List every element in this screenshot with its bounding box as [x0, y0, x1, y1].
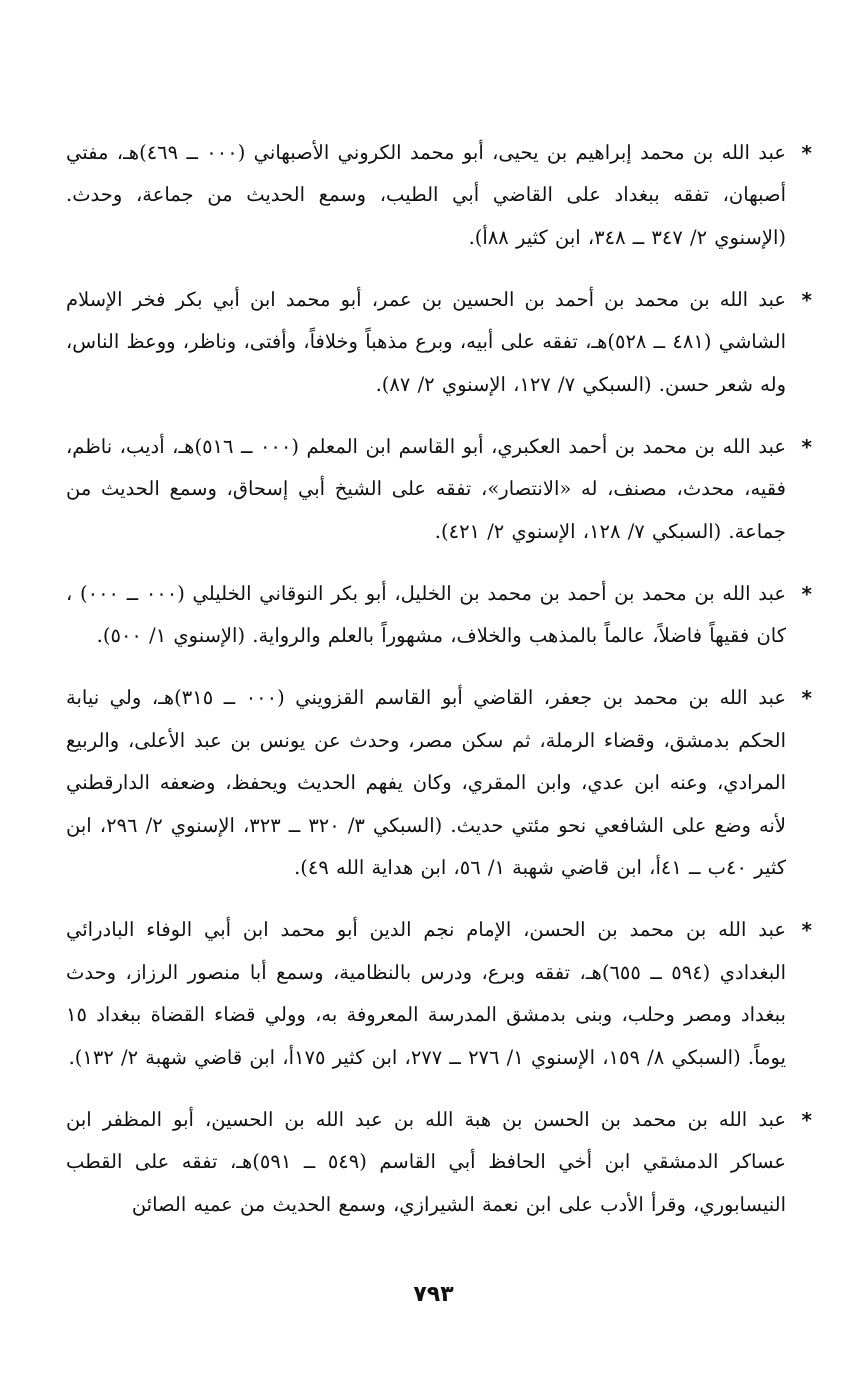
entry-text: عبد الله بن محمد بن أحمد بن محمد بن الخليل، أبو بكر النوقاني الخليلي (٠٠٠ ــ ٠٠٠) ، كان فقيهاً فاضلاً، عالماً بالمذهب والخلاف، مشهوراً بالعلم والرواية. (الإسنوي ١/ ٥٠٠). — [66, 581, 787, 647]
page-body — [66, 112, 812, 1234]
biography-entry — [66, 1099, 812, 1227]
asterisk-bullet-icon: * — [801, 434, 812, 459]
biography-entry — [66, 677, 812, 890]
page-number: ٧٩٣ — [413, 1282, 454, 1307]
entry-text: عبد الله بن محمد بن الحسن بن هبة الله بن عبد الله بن الحسين، أبو المظفر ابن عساكر الدمشقي ابن أخي الحافظ أبي القاسم (٥٤٩ ــ ٥٩١)هـ، تفقه على القطب النيسابوري، وقرأ الأدب على ابن نعمة الشيرازي، وسمع الحديث من عميه الصائن — [66, 1107, 786, 1216]
biography-entry — [66, 426, 812, 554]
biography-entry — [66, 573, 812, 658]
asterisk-bullet-icon: * — [801, 918, 812, 942]
asterisk-bullet-icon: * — [801, 1107, 812, 1132]
asterisk-bullet-icon: * — [801, 686, 812, 710]
entry-text: عبد الله بن محمد إبراهيم بن يحيى، أبو محمد الكروني الأصبهاني (٠٠٠ ــ ٤٦٩)هـ، مفتي أصبهان، تفقه ببغداد على القاضي أبي الطيب، وسمع الحديث من جماعة، وحدث. (الإسنوي ٢/ ٣٤٧ ــ ٣٤٨، ابن كثير ٨٨أ). — [66, 140, 786, 249]
entry-text: عبد الله بن محمد بن جعفر، القاضي أبو القاسم القزويني (٠٠٠ ــ ٣١٥)هـ، ولي نيابة الحكم بدمشق، وقضاء الرملة، ثم سكن مصر، وحدث عن يونس بن عبد الأعلى، والربيع المرادي، وعنه ابن عدي، وابن المقري، وكان يفهم الحديث ويحفظ، وضعفه الدارقطني لأنه وضع على الشافعي نحو مئتي حديث. (السبكي ٣/ ٣٢٠ ــ ٣٢٣، الإسنوي ٢/ ٢٩٦، ابن كثير ٤٠ب ــ ٤١أ، ابن قاضي شهبة ١/ ٥٦، ابن هداية الله ٤٩). — [66, 686, 787, 879]
entry-text: عبد الله بن محمد بن الحسن، الإمام نجم الدين أبو محمد ابن أبي الوفاء البادرائي البغدادي (٥٩٤ ــ ٦٥٥)هـ، تفقه وبرع، ودرس بالنظامية، وسمع أبا منصور الرزاز، وحدث ببغداد ومصر وحلب، وبنى بدمشق المدرسة المعروفة به، وولي قضاء القضاة ببغداد ١٥ يوماً. (السبكي ٨/ ١٥٩، الإسنوي ١/ ٢٧٦ ــ ٢٧٧، ابن كثير ١٧٥أ، ابن قاضي شهبة ٢/ ١٣٢). — [66, 918, 786, 1069]
biography-entry — [66, 909, 812, 1079]
asterisk-bullet-icon: * — [801, 287, 812, 312]
biography-entry — [66, 132, 812, 260]
biography-entry — [66, 279, 812, 407]
entry-text: عبد الله بن محمد بن أحمد العكبري، أبو القاسم ابن المعلم (٠٠٠ ــ ٥١٦)هـ، أديب، ناظم، فقيه، محدث، مصنف، له «الانتصار»، تفقه على الشيخ أبي إسحاق، وسمع الحديث من جماعة. (السبكي ٧/ ١٢٨، الإسنوي ٢/ ٤٢١). — [66, 434, 786, 543]
asterisk-bullet-icon: * — [801, 581, 812, 606]
asterisk-bullet-icon: * — [801, 140, 812, 165]
entry-text: عبد الله بن محمد بن أحمد بن الحسين بن عمر، أبو محمد ابن أبي بكر فخر الإسلام الشاشي (٤٨١ ــ ٥٢٨)هـ، تفقه على أبيه، وبرع مذهباً وخلافاً، وأفتى، وناظر، ووعظ الناس، وله شعر حسن. (السبكي ٧/ ١٢٧، الإسنوي ٢/ ٨٧). — [66, 287, 786, 396]
